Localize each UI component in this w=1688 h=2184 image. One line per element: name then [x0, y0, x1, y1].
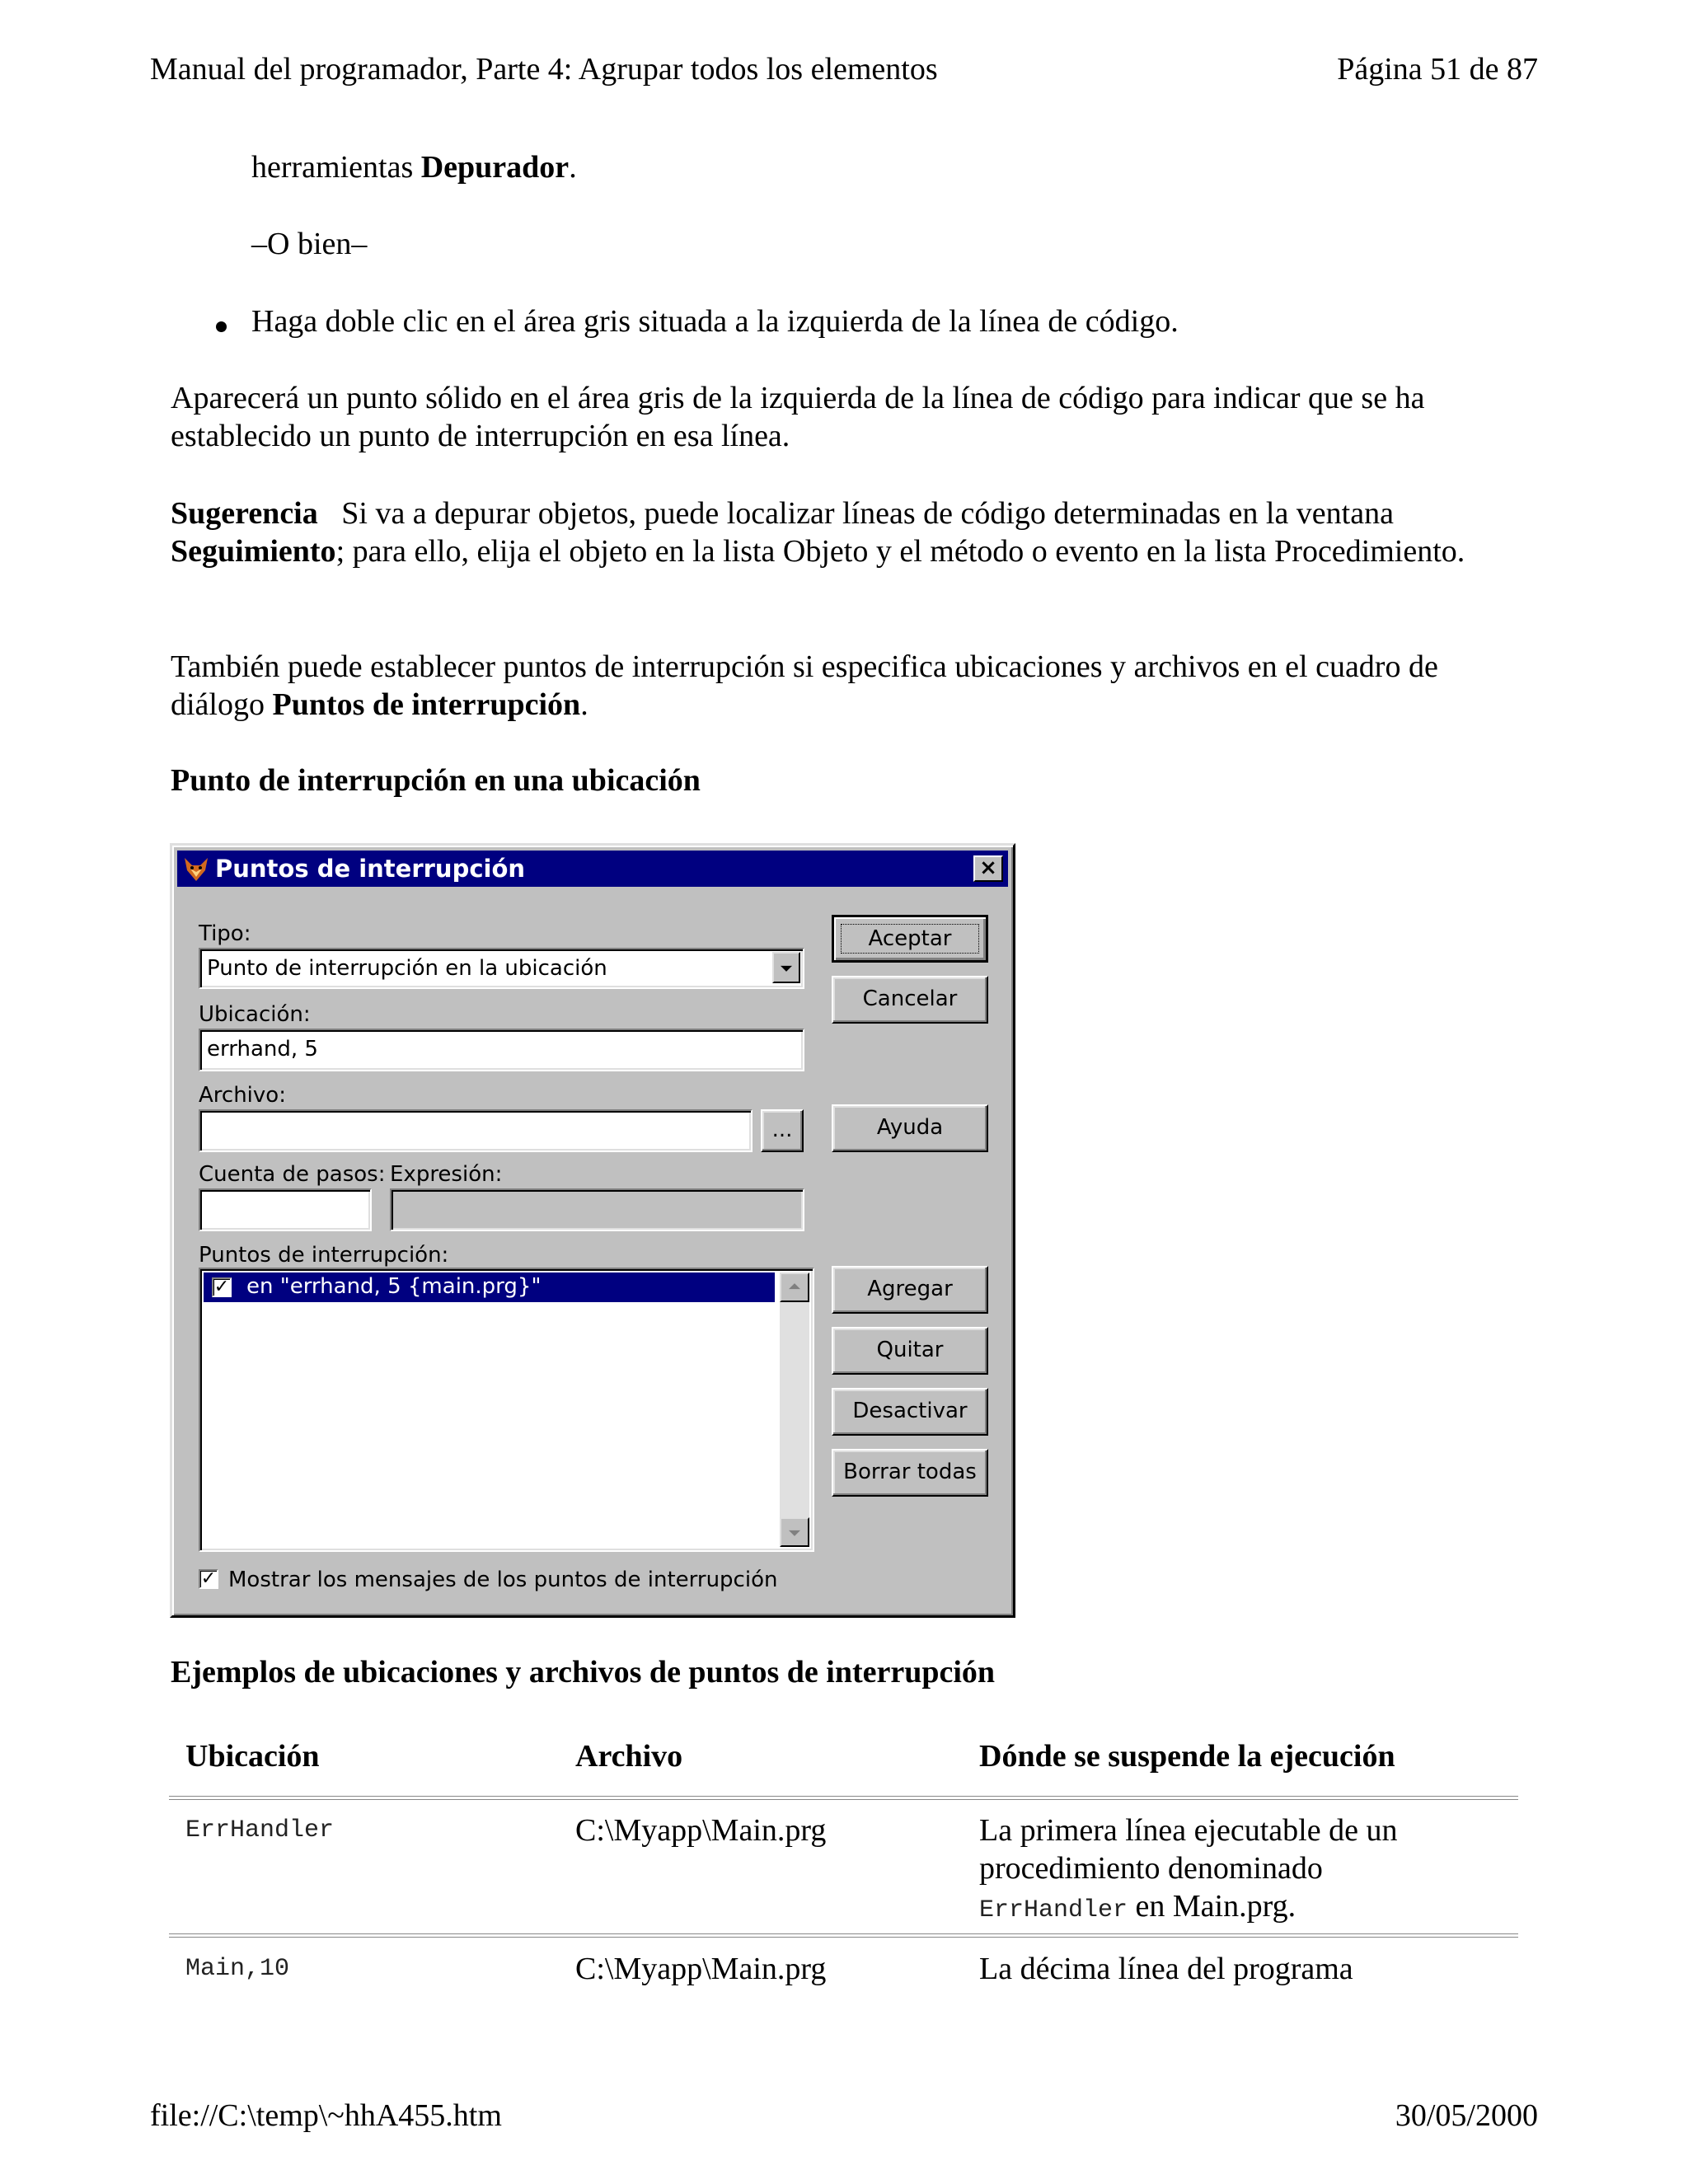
agregar-button[interactable]: Agregar: [832, 1266, 988, 1314]
ubicacion-label: Ubicación:: [199, 1002, 311, 1027]
cuenta-label: Cuenta de pasos:: [199, 1162, 386, 1187]
cuenta-input[interactable]: [199, 1188, 372, 1231]
paragraph-dialog: También puede establecer puntos de interrupción si especifica ubicaciones y archivos en el cuadro de diálogo Puntos de interrupción.: [171, 649, 1438, 722]
close-button[interactable]: ×: [973, 855, 1003, 882]
paragraph-solid-dot: Aparecerá un punto sólido en el área gris de la izquierda de la línea de código para indicar que se ha establecido un punto de interrupción en esa línea.: [171, 381, 1425, 453]
breakpoints-list[interactable]: [199, 1268, 814, 1552]
section-heading-location: Punto de interrupción en una ubicación: [171, 763, 701, 798]
desactivar-button[interactable]: Desactivar: [832, 1388, 988, 1436]
show-messages-checkbox[interactable]: ✓: [199, 1569, 218, 1589]
tipo-label: Tipo:: [199, 921, 251, 946]
table-header-ubicacion: Ubicación: [185, 1739, 320, 1774]
expresion-input: [390, 1188, 804, 1231]
scroll-down-icon[interactable]: [780, 1517, 809, 1547]
list-item[interactable]: ✓ en "errhand, 5 {main.prg}": [204, 1272, 775, 1302]
expresion-label: Expresión:: [390, 1162, 503, 1187]
breakpoints-dialog: [170, 843, 1015, 1618]
fox-icon: [182, 855, 210, 883]
cell-ubicacion: Main,10: [185, 1955, 290, 1983]
bullet-text: Haga doble clic en el área gris situada a la izquierda de la línea de código.: [251, 304, 1179, 339]
list-scrollbar[interactable]: [780, 1272, 809, 1547]
cell-ubicacion: ErrHandler: [185, 1816, 335, 1844]
quitar-button[interactable]: Quitar: [832, 1327, 988, 1375]
page-date: 30/05/2000: [1395, 2098, 1538, 2133]
tipo-value: Punto de interrupción en la ubicación: [207, 956, 607, 981]
tipo-select[interactable]: [199, 948, 804, 989]
or-separator: –O bien–: [251, 227, 368, 261]
document-title: Manual del programador, Parte 4: Agrupar todos los elementos: [150, 52, 938, 87]
checkbox-checked-icon[interactable]: ✓: [212, 1277, 232, 1297]
dropdown-arrow-icon[interactable]: [772, 952, 800, 983]
tip-paragraph: Sugerencia Si va a depurar objetos, puede localizar líneas de código determinadas en la ventana Seguimiento; para ello, elija el objeto en la lista Objeto y el método o evento en la lista Procedimiento.: [171, 496, 1465, 569]
bullet-icon: [216, 321, 227, 332]
cell-archivo: C:\Myapp\Main.prg: [575, 1813, 827, 1848]
borrar-todas-button[interactable]: Borrar todas: [832, 1449, 988, 1497]
page-footer: [150, 2097, 1538, 2134]
archivo-input[interactable]: [199, 1109, 753, 1152]
ubicacion-input[interactable]: errhand, 5: [199, 1029, 804, 1071]
section-heading-examples: Ejemplos de ubicaciones y archivos de puntos de interrupción: [171, 1655, 996, 1690]
table-rule: [169, 1796, 1518, 1800]
cell-donde: La primera línea ejecutable de un procedimiento denominado ErrHandler en Main.prg.: [979, 1813, 1398, 1924]
dialog-titlebar: [177, 851, 1008, 887]
file-path: file://C:\temp\~hhA455.htm: [150, 2098, 502, 2133]
show-messages-label: Mostrar los mensajes de los puntos de interrupción: [228, 1568, 778, 1592]
aceptar-button[interactable]: Aceptar: [832, 915, 988, 963]
cancelar-button[interactable]: Cancelar: [832, 976, 988, 1024]
puntos-label: Puntos de interrupción:: [199, 1243, 449, 1268]
table-header-donde: Dónde se suspende la ejecución: [979, 1739, 1395, 1774]
scroll-up-icon[interactable]: [780, 1272, 809, 1302]
table-rule: [169, 1933, 1518, 1938]
page-header: [150, 51, 1538, 87]
page-number: Página 51 de 87: [1337, 52, 1538, 87]
ayuda-button[interactable]: Ayuda: [832, 1104, 988, 1152]
table-header-archivo: Archivo: [575, 1739, 683, 1774]
browse-button[interactable]: ...: [761, 1109, 804, 1152]
dialog-title: Puntos de interrupción: [215, 855, 526, 883]
continuation-line: herramientas Depurador.: [251, 150, 577, 185]
cell-archivo: C:\Myapp\Main.prg: [575, 1952, 827, 1986]
cell-donde: La décima línea del programa: [979, 1952, 1353, 1986]
archivo-label: Archivo:: [199, 1083, 286, 1108]
